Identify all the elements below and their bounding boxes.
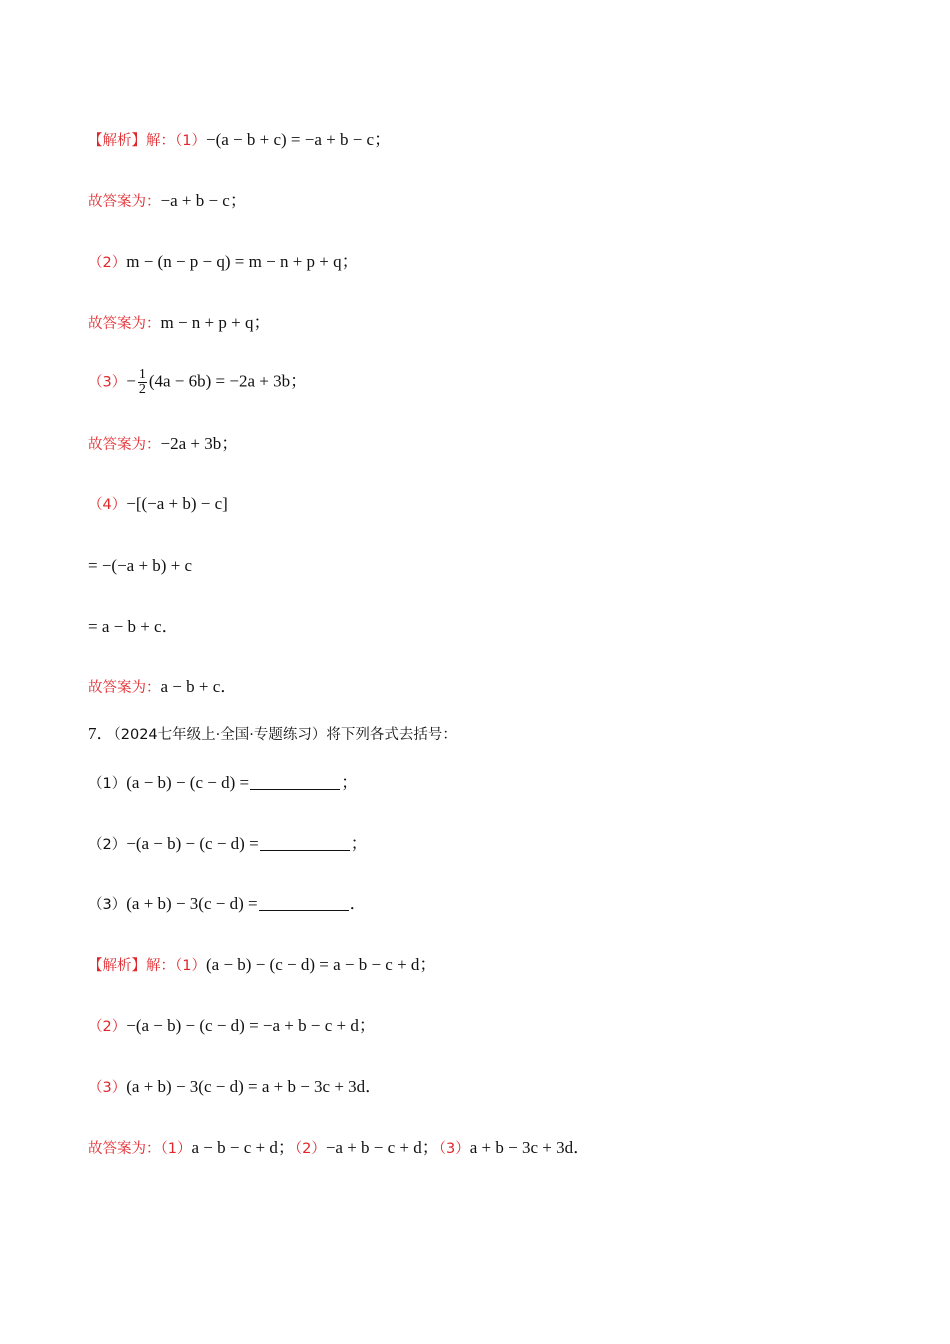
math-expression: −2a + 3b；: [160, 434, 239, 453]
problem-number: 7．: [88, 724, 114, 743]
answer-label: 故答案为：: [88, 437, 161, 453]
solution-intro: 解：: [146, 958, 175, 974]
problem-source: （2024七年级上·全国·专题练习）将下列各式去括号：: [113, 727, 457, 743]
problem-7-question-2: [88, 832, 368, 856]
solution-7-line-2: [88, 1014, 376, 1038]
answer-line-1: [88, 189, 247, 213]
part-label: （3）: [88, 897, 127, 913]
line-end: ；: [341, 773, 359, 792]
analysis-tag: 【解析】: [88, 133, 146, 149]
fraction: [138, 368, 147, 397]
part-label: （1）: [160, 1141, 192, 1157]
math-expression: (a − b) − (c − d) = a − b − c + d；: [205, 955, 437, 974]
math-expression: −a + b − c；: [160, 191, 247, 210]
fraction-numerator: 1: [138, 367, 146, 382]
answer-line-3: [88, 432, 238, 456]
problem-7-question-3: [88, 892, 367, 916]
math-expression: −: [126, 371, 136, 391]
problem-7-header: [88, 722, 457, 746]
solution-step: [88, 615, 179, 639]
part-label: （2）: [88, 255, 127, 271]
part-label: （3）: [438, 1141, 470, 1157]
answer-blank[interactable]: [250, 771, 340, 790]
solution-line-1: [88, 128, 391, 152]
part-label: （3）: [88, 374, 127, 391]
part-label: （4）: [88, 497, 127, 513]
math-expression: −(a − b) − (c − d) = −a + b − c + d；: [126, 1016, 376, 1035]
math-expression: = a − b + c．: [88, 617, 179, 636]
part-label: （2）: [88, 837, 127, 853]
answer-label: 故答案为：: [88, 316, 161, 332]
math-expression: (a + b) − 3(c − d) =: [126, 894, 258, 913]
math-expression: a − b + c．: [160, 677, 238, 696]
line-end: ；: [350, 834, 368, 853]
answer-line-4: [88, 675, 237, 699]
math-expression: = −(−a + b) + c: [88, 556, 193, 575]
analysis-tag: 【解析】: [88, 958, 146, 974]
math-expression: m − n + p + q；: [160, 313, 271, 332]
answer-line-2: [88, 311, 271, 335]
math-expression: (a + b) − 3(c − d) = a + b − 3c + 3d．: [126, 1077, 383, 1096]
answer-label: 故答案为：: [88, 1141, 161, 1157]
solution-line-2: [88, 250, 359, 274]
solution-7-line-1: [88, 953, 436, 977]
fraction-denominator: 2: [138, 382, 146, 397]
part-label: （2）: [88, 1019, 127, 1035]
problem-7-question-1: [88, 771, 358, 795]
math-expression: (a − b) − (c − d) =: [126, 773, 250, 792]
answer-label: 故答案为：: [88, 194, 161, 210]
answer-blank[interactable]: [260, 832, 350, 851]
math-expression: (4a − 6b) = −2a + 3b；: [148, 371, 308, 391]
solution-7-answer: [88, 1136, 590, 1160]
part-label: （3）: [88, 1080, 127, 1096]
part-label: （2）: [294, 1141, 326, 1157]
math-expression: −(a − b + c) = −a + b − c；: [205, 130, 392, 149]
line-end: ．: [349, 894, 367, 913]
solution-line-3: [88, 368, 307, 396]
answer-blank[interactable]: [259, 892, 349, 911]
solution-7-line-3: [88, 1075, 382, 1099]
math-expression: −(a − b) − (c − d) =: [126, 834, 259, 853]
math-expression: −a + b − c + d；: [325, 1138, 439, 1157]
answer-label: 故答案为：: [88, 680, 161, 696]
part-label: （1）: [175, 958, 206, 974]
solution-step: [88, 554, 192, 578]
solution-intro: 解：: [146, 133, 175, 149]
math-expression: a + b − 3c + 3d．: [469, 1138, 591, 1157]
math-expression: m − (n − p − q) = m − n + p + q；: [126, 252, 359, 271]
part-label: （1）: [88, 776, 127, 792]
math-expression: −[(−a + b) − c]: [126, 494, 228, 513]
part-label: （1）: [175, 133, 206, 149]
math-expression: a − b − c + d；: [191, 1138, 295, 1157]
solution-line-4: [88, 492, 228, 516]
